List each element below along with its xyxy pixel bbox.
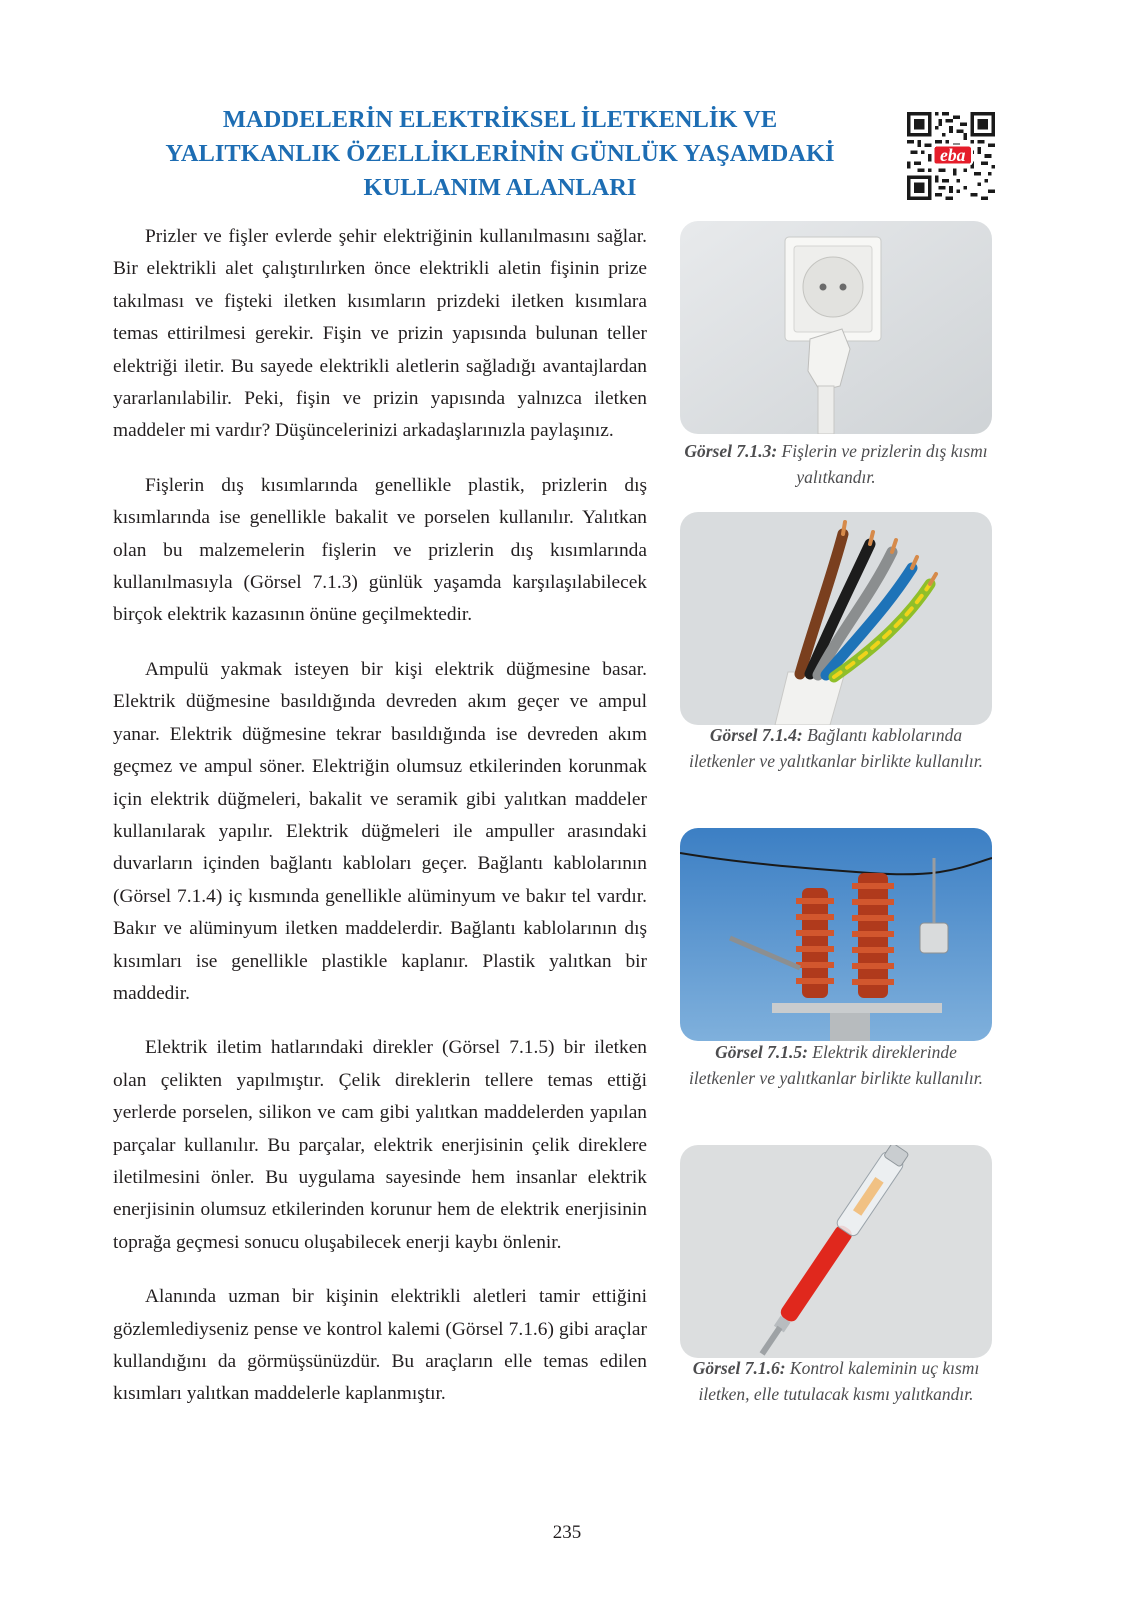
paragraph-2: Fişlerin dış kısımlarında genellikle plastik, prizlerin dış kısımlarında ise genellikle bakalit ve porselen kullanılır. Yalıtkan olan bu malzemelerin fişlerin ve prizlerin dış kısımlarında kullanılmasıyla (Görsel 7.1.3) günlük yaşamda karşılaşılabilecek birçok elektrik kazasının önüne geçilmektedir. xyxy=(113,474,647,626)
figure-caption-7-1-5 xyxy=(680,1039,992,1091)
figure-power-pole xyxy=(680,828,992,1041)
figure-caption-7-1-4 xyxy=(680,722,992,774)
paragraph-3: Ampulü yakmak isteyen bir kişi elektrik düğmesine basar. Elektrik düğmesine basıldığında devreden akım geçer ve ampul yanar. Elektrik düğmesine tekrar basıldığında ise devreden akım geçmez ve ampul söner. Elektriğin olumsuz etkilerinden korunmak için elektrik düğmeleri, bakalit ve seramik gibi yalıtkan maddeler kullanılarak yapılır. Elektrik düğmeleri ile ampuller arasındaki duvarların içinden bağlantı kabloları geçer. Bağlantı kablolarının (Görsel 7.1.4) iç kısmında genellikle alüminyum ve bakır tel vardır. Bakır ve alüminyum iletken maddelerdir. Bağlantı kablolarının dış kısımları ise genellikle plastikle kaplanır. Plastik yalıtkan bir maddedir. xyxy=(113,658,647,1004)
caption-text: Fişlerin ve prizlerin dış kısmı yalıtkandır. xyxy=(781,441,988,487)
figure-caption-7-1-3 xyxy=(680,438,992,490)
body-text xyxy=(113,221,647,1433)
title-line-3: KULLANIM ALANLARI xyxy=(363,174,637,201)
page-number: 235 xyxy=(552,1522,582,1543)
figure-voltage-tester xyxy=(680,1145,992,1358)
page-title xyxy=(110,103,890,205)
caption-text: Elektrik direklerinde iletkenler ve yalıtkanlar birlikte kullanılır. xyxy=(688,1042,984,1088)
paragraph-5: Alanında uzman bir kişinin elektrikli aletleri tamir ettiğini gözlemlediyseniz pense ve kontrol kalemi (Görsel 7.1.6) gibi araçlar kullandığını da görmüşsünüzdür. Bu araçların elle temas edilen kısımları yalıtkan maddelerle kaplanmıştır. xyxy=(113,1286,647,1405)
figure-socket-plug xyxy=(680,221,992,434)
title-line-2: YALITKANLIK ÖZELLİKLERİNİN GÜNLÜK YAŞAMDAKİ xyxy=(165,140,835,167)
caption-text: Kontrol kaleminin uç kısmı iletken, elle tutulacak kısmı yalıtkandır. xyxy=(698,1358,980,1404)
qr-code[interactable] xyxy=(907,112,995,200)
caption-label: Görsel 7.1.5: xyxy=(715,1042,808,1062)
figure-cable xyxy=(680,512,992,725)
caption-label: Görsel 7.1.4: xyxy=(709,725,803,745)
caption-label: Görsel 7.1.3: xyxy=(684,441,778,461)
paragraph-4: Elektrik iletim hatlarındaki direkler (Görsel 7.1.5) bir iletken olan çelikten yapılmıştır. Çelik direklerin tellere temas ettiği yerlerde porselen, silikon ve cam gibi yalıtkan maddelerden yapılan parçalar kullanılır. Bu parçalar, elektrik enerjisinin çelik direklere iletilmesini önler. Bu uygulama sayesinde hem insanlar elektrik enerjisinin olumsuz etkilerinden korunur hem de elektrik enerjisinin toprağa geçmesi sonucu oluşabilecek enerji kaybı önlenir. xyxy=(113,1037,647,1253)
figure-caption-7-1-6 xyxy=(680,1355,992,1407)
paragraph-1: Prizler ve fişler evlerde şehir elektriğinin kullanılmasını sağlar. Bir elektrikli alet çalıştırılırken önce elektrikli aletin fişinin prize takılması ve fişteki iletken kısımların prizdeki iletken kısımlara temas ettirilmesi gerekir. Fişin ve prizin yapısında bulunan teller elektriği iletir. Bu sayede elektrikli aletlerin sağladığı avantajlardan yararlanılabilir. Peki, fişin ve prizin yapısında yalnızca iletken maddeler mi vardır? Düşüncelerinizi arkadaşlarınızla paylaşınız. xyxy=(113,226,647,442)
eba-badge-label: eba xyxy=(940,144,966,165)
caption-text: Bağlantı kablolarında iletkenler ve yalıtkanlar birlikte kullanılır. xyxy=(688,725,984,771)
title-line-1: MADDELERİN ELEKTRİKSEL İLETKENLİK VE xyxy=(222,106,778,133)
caption-label: Görsel 7.1.6: xyxy=(692,1358,786,1378)
